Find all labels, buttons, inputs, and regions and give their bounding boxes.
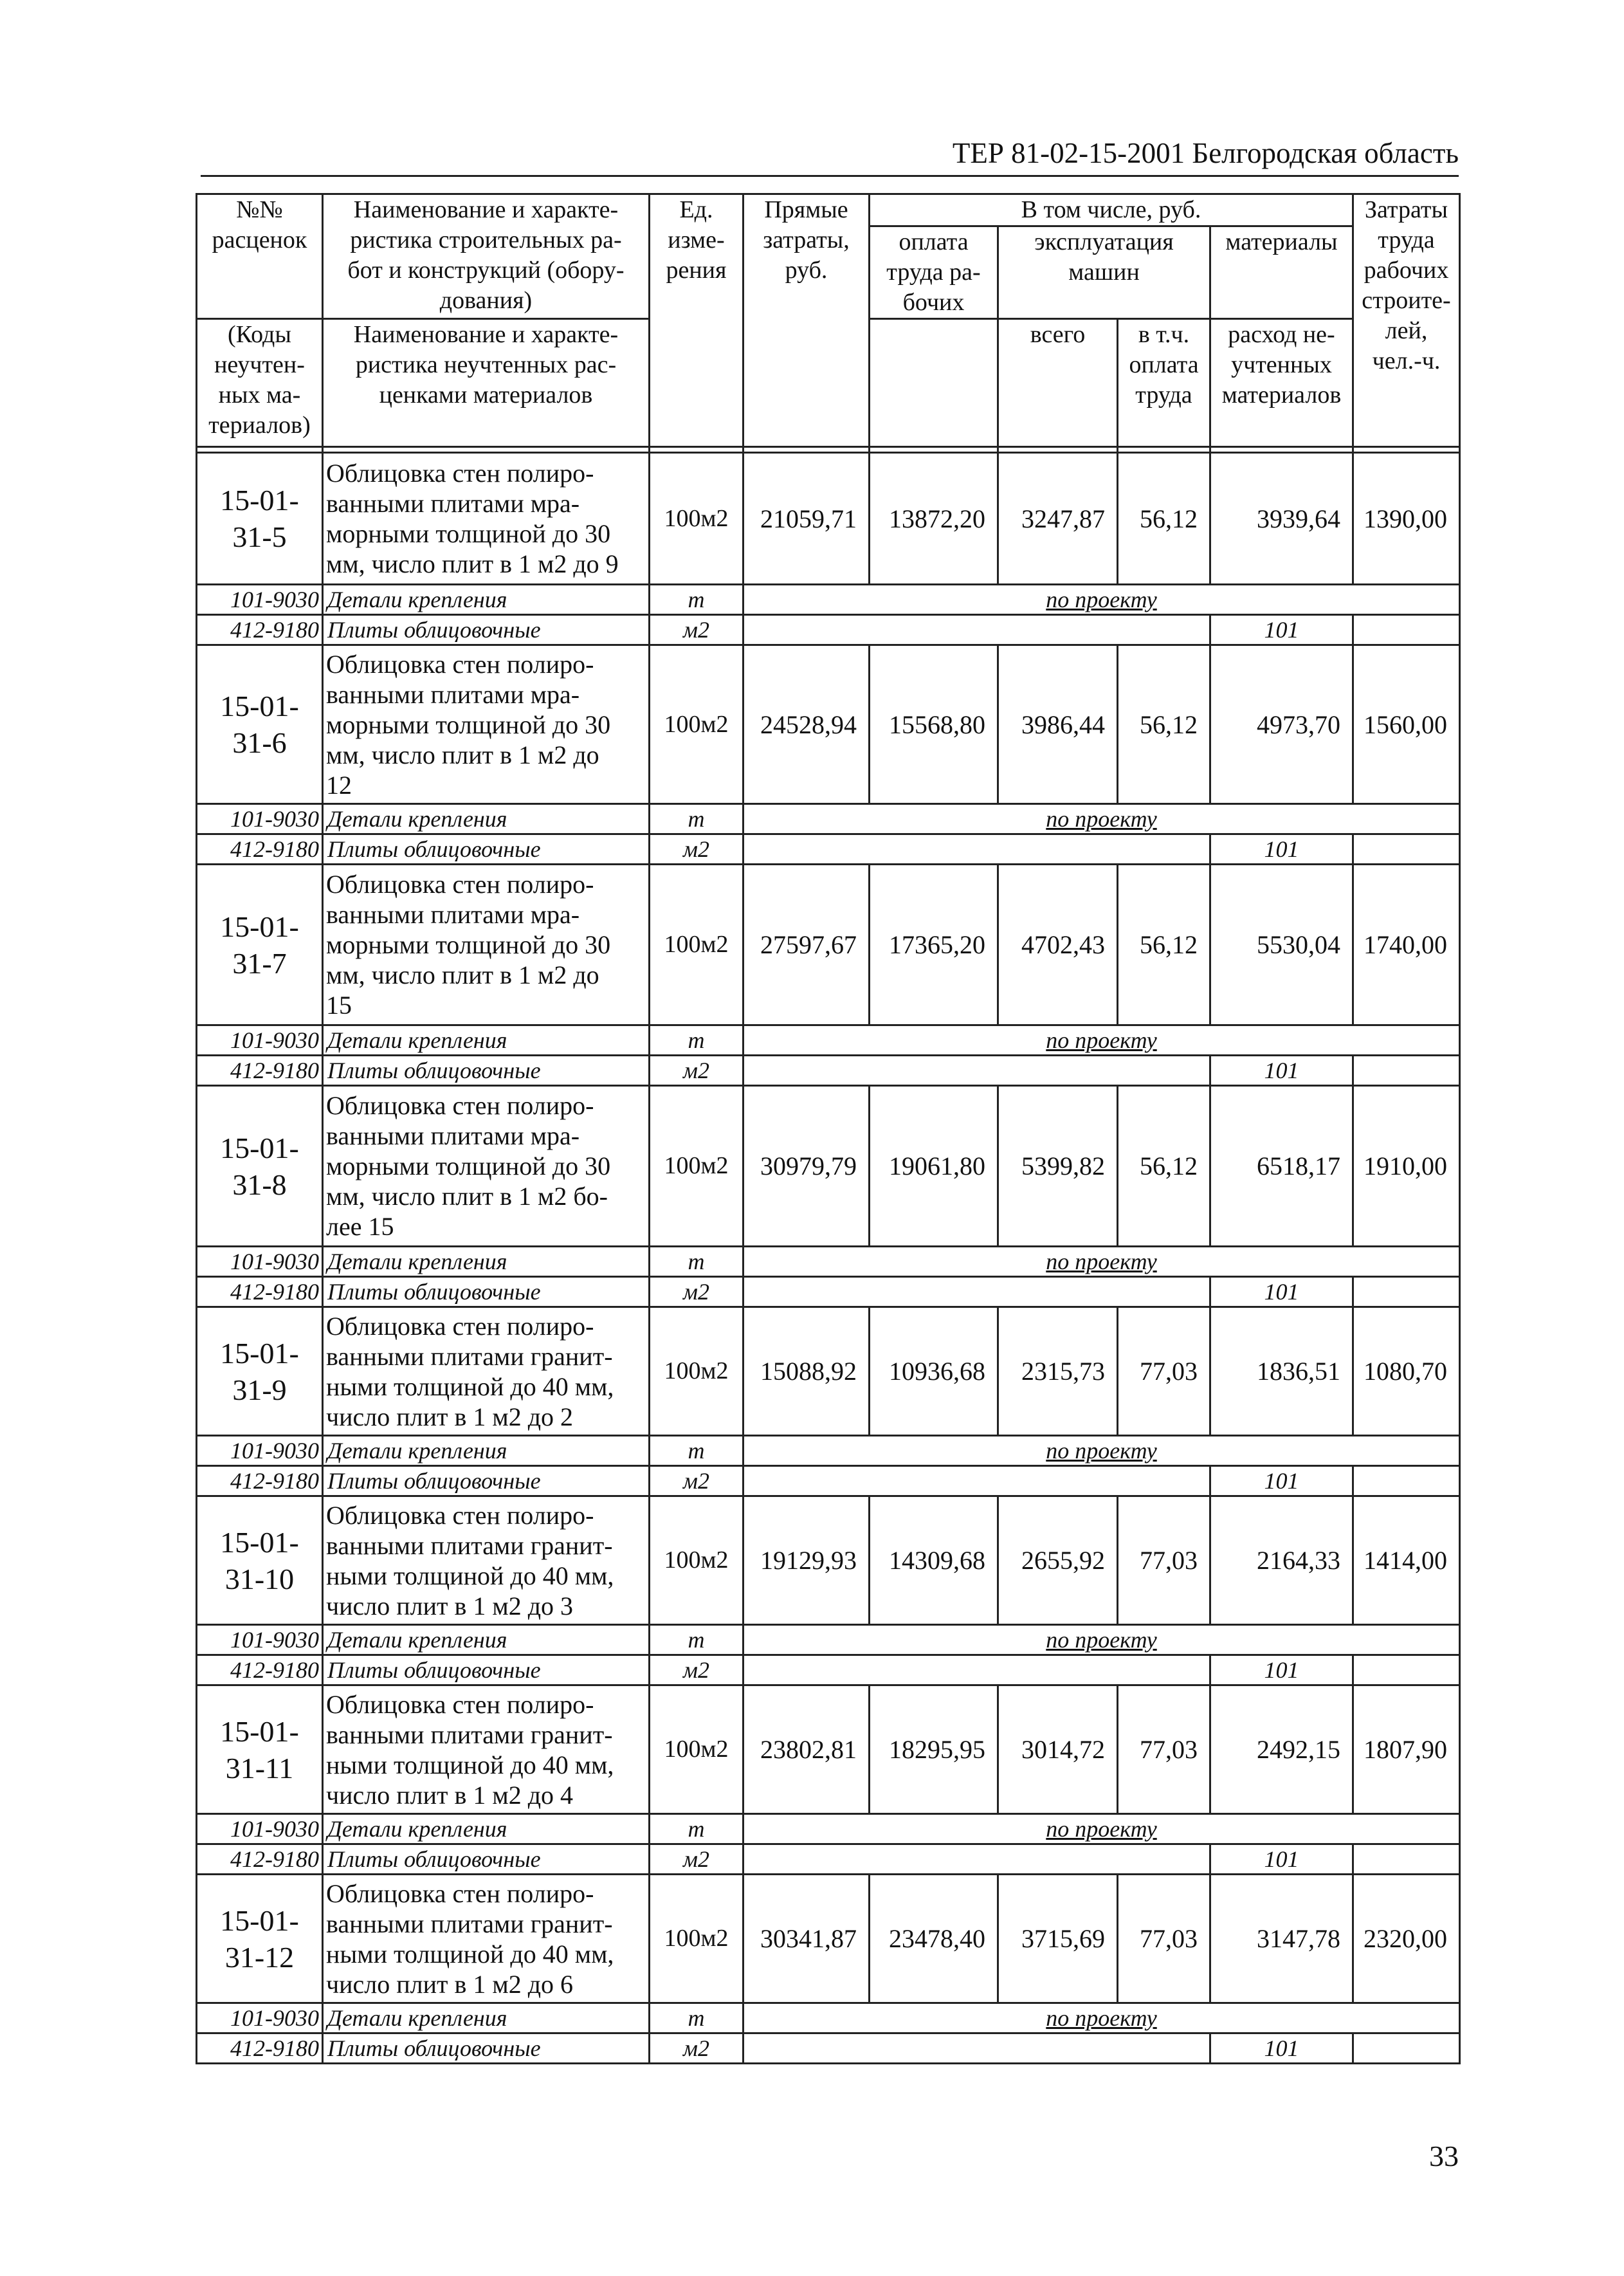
header-name-sub: [323, 319, 650, 447]
rate-materials: 3147,78: [1210, 1875, 1353, 2003]
rate-materials: 2492,15: [1210, 1685, 1353, 1814]
material-row-plates: [197, 615, 1460, 645]
text-line: число плит в 1 м2 до 2: [326, 1402, 574, 1431]
rate-code: [197, 1875, 323, 2003]
material-empty: [1353, 1277, 1460, 1307]
material-code: 412-9180: [197, 1277, 323, 1307]
material-empty: [744, 2033, 1210, 2064]
text-line: морными толщиной до 30: [326, 1152, 611, 1180]
rate-machines-total: 4702,43: [998, 865, 1118, 1025]
material-unit: т: [650, 1814, 744, 1844]
rate-labor-hours: 1414,00: [1353, 1496, 1460, 1625]
text-line: ванными плитами гранит-: [326, 1909, 613, 1938]
text-line: ценками материалов: [379, 381, 593, 408]
text-line: мм, число плит в 1 м2 бо-: [326, 1182, 608, 1211]
text-line: ными толщиной до 40 мм,: [326, 1750, 614, 1779]
text-line: эксплуатация: [1034, 228, 1174, 255]
text-line: 15-01-: [220, 1336, 299, 1370]
material-row-fasteners: [197, 1814, 1460, 1844]
text-line: машин: [1068, 259, 1140, 286]
material-note: по проекту: [744, 1247, 1460, 1277]
material-code: 412-9180: [197, 2033, 323, 2064]
rate-labor-pay: 15568,80: [870, 645, 998, 804]
material-name: Детали крепления: [323, 1436, 650, 1466]
material-empty: [1353, 1056, 1460, 1086]
material-code: 412-9180: [197, 615, 323, 645]
material-name: Плиты облицовочные: [323, 1277, 650, 1307]
text-line: Затраты: [1364, 196, 1448, 223]
text-line: труда: [1135, 381, 1192, 408]
material-quantity: 101: [1210, 1844, 1353, 1875]
rate-direct-cost: 15088,92: [744, 1307, 870, 1436]
rate-machines-pay: 56,12: [1118, 865, 1210, 1025]
text-line: оплата: [1129, 351, 1199, 378]
text-line: 15-01-: [220, 690, 299, 722]
material-code: 412-9180: [197, 1655, 323, 1685]
text-line: 31-9: [232, 1373, 287, 1406]
rate-code: [197, 1685, 323, 1814]
header-machines-text: [1003, 227, 1205, 288]
material-row-fasteners: [197, 1625, 1460, 1655]
material-code: 101-9030: [197, 1247, 323, 1277]
header-materials-sub-text: [1215, 320, 1348, 410]
rate-name: [323, 645, 650, 804]
text-line: руб.: [785, 257, 828, 284]
material-row-plates: [197, 2033, 1460, 2064]
rate-row: [197, 1875, 1460, 2003]
text-line: Наименование и характе-: [353, 321, 619, 348]
text-line: ванными плитами мра-: [326, 1121, 580, 1150]
material-empty: [1353, 615, 1460, 645]
rate-materials: 6518,17: [1210, 1086, 1353, 1247]
rate-direct-cost: 24528,94: [744, 645, 870, 804]
material-note: по проекту: [744, 1436, 1460, 1466]
material-unit: м2: [650, 1056, 744, 1086]
material-quantity: 101: [1210, 1056, 1353, 1086]
text-line: 15-01-: [220, 910, 299, 943]
header-code-sub-text: [201, 320, 318, 441]
rate-code: [197, 865, 323, 1025]
text-line: Облицовка стен полиро-: [326, 1689, 594, 1719]
text-line: мм, число плит в 1 м2 до: [326, 740, 599, 769]
text-line: Прямые: [764, 196, 848, 223]
material-quantity: 101: [1210, 2033, 1353, 2064]
text-line: строите-: [1362, 287, 1451, 314]
material-code: 412-9180: [197, 1466, 323, 1496]
rate-direct-cost: 21059,71: [744, 453, 870, 585]
material-unit: м2: [650, 1655, 744, 1685]
material-row-plates: [197, 1056, 1460, 1086]
header-name-sub-text: [327, 320, 644, 410]
rate-row: [197, 1496, 1460, 1625]
rate-name: [323, 1496, 650, 1625]
header-labor: [1353, 194, 1460, 447]
text-line: Облицовка стен полиро-: [326, 1311, 594, 1341]
text-line: в т.ч.: [1138, 321, 1190, 348]
text-line: 15-01-: [220, 1525, 299, 1559]
text-line: (Коды: [228, 321, 291, 348]
material-row-plates: [197, 834, 1460, 865]
header-code-text: [201, 195, 318, 255]
material-row-fasteners: [197, 585, 1460, 615]
rate-machines-total: 3014,72: [998, 1685, 1118, 1814]
material-unit: т: [650, 1025, 744, 1056]
material-unit: м2: [650, 1466, 744, 1496]
material-quantity: 101: [1210, 1466, 1353, 1496]
material-unit: т: [650, 1625, 744, 1655]
text-line: ванными плитами мра-: [326, 679, 580, 709]
rate-machines-total: 3247,87: [998, 453, 1118, 585]
rate-labor-hours: 2320,00: [1353, 1875, 1460, 2003]
text-line: Облицовка стен полиро-: [326, 649, 594, 679]
text-line: 15: [326, 991, 352, 1020]
rate-unit: 100м2: [650, 1086, 744, 1247]
header-rule: [201, 175, 1459, 177]
material-unit: т: [650, 804, 744, 834]
rate-labor-hours: 1560,00: [1353, 645, 1460, 804]
rate-machines-pay: 56,12: [1118, 645, 1210, 804]
rate-code: [197, 1086, 323, 1247]
text-line: териалов): [208, 412, 311, 439]
text-line: ными толщиной до 40 мм,: [326, 1561, 614, 1590]
material-name: Детали крепления: [323, 804, 650, 834]
rate-row: [197, 645, 1460, 804]
rate-direct-cost: 23802,81: [744, 1685, 870, 1814]
text-line: Облицовка стен полиро-: [326, 1878, 594, 1908]
text-line: бот и конструкций (обору-: [347, 257, 625, 284]
table-head: [197, 194, 1460, 453]
material-row-plates: [197, 1844, 1460, 1875]
text-line: неучтен-: [214, 351, 305, 378]
material-unit: т: [650, 2003, 744, 2033]
rate-unit: 100м2: [650, 1496, 744, 1625]
text-line: расценок: [212, 226, 307, 253]
rate-machines-pay: 77,03: [1118, 1875, 1210, 2003]
header-gap-row: [197, 447, 1460, 453]
table-body: [197, 453, 1460, 2064]
text-line: 31-8: [232, 1168, 287, 1201]
rate-machines-pay: 77,03: [1118, 1685, 1210, 1814]
material-unit: м2: [650, 2033, 744, 2064]
text-line: ристика строительных ра-: [350, 226, 622, 253]
header-labor-pay: [870, 226, 998, 319]
material-name: Детали крепления: [323, 1625, 650, 1655]
text-line: 31-10: [224, 1562, 295, 1595]
rate-materials: 4973,70: [1210, 645, 1353, 804]
rate-machines-pay: 56,12: [1118, 1086, 1210, 1247]
material-name: Плиты облицовочные: [323, 1056, 650, 1086]
material-empty: [744, 1277, 1210, 1307]
header-name-text: [327, 195, 644, 316]
material-empty: [1353, 1844, 1460, 1875]
text-line: рения: [666, 257, 727, 284]
text-line: №№: [236, 196, 283, 223]
material-empty: [744, 1056, 1210, 1086]
text-line: лей,: [1385, 317, 1428, 344]
rate-unit: 100м2: [650, 453, 744, 585]
header-labor-text: [1358, 195, 1455, 376]
rate-labor-pay: 10936,68: [870, 1307, 998, 1436]
material-code: 101-9030: [197, 1625, 323, 1655]
material-note: по проекту: [744, 804, 1460, 834]
rate-materials: 5530,04: [1210, 865, 1353, 1025]
material-empty: [1353, 834, 1460, 865]
text-line: ными толщиной до 40 мм,: [326, 1939, 614, 1969]
text-line: затраты,: [763, 226, 850, 253]
material-empty: [744, 1466, 1210, 1496]
page-number: 33: [1429, 2140, 1459, 2172]
text-line: число плит в 1 м2 до 4: [326, 1780, 574, 1810]
rate-labor-pay: 14309,68: [870, 1496, 998, 1625]
material-empty: [744, 1655, 1210, 1685]
rate-materials: 2164,33: [1210, 1496, 1353, 1625]
material-row-fasteners: [197, 2003, 1460, 2033]
header-machines-total: всего: [998, 319, 1118, 447]
rate-labor-pay: 19061,80: [870, 1086, 998, 1247]
header-materials: материалы: [1210, 226, 1353, 319]
rate-machines-pay: 77,03: [1118, 1496, 1210, 1625]
material-row-fasteners: [197, 804, 1460, 834]
header-materials-sub: [1210, 319, 1353, 447]
header-name: [323, 194, 650, 319]
text-line: изме-: [668, 226, 725, 253]
text-line: материалов: [1221, 381, 1342, 408]
document-header: ТЕР 81-02-15-2001 Белгородская область: [952, 137, 1459, 169]
material-name: Детали крепления: [323, 1247, 650, 1277]
rate-labor-hours: 1080,70: [1353, 1307, 1460, 1436]
rates-table: [196, 193, 1461, 2064]
text-line: учтенных: [1231, 351, 1332, 378]
material-row-fasteners: [197, 1436, 1460, 1466]
rate-name: [323, 1086, 650, 1247]
material-code: 101-9030: [197, 1436, 323, 1466]
header-code-sub: [197, 319, 323, 447]
text-line: труда: [1378, 226, 1435, 253]
header-machines-pay: [1118, 319, 1210, 447]
rate-materials: 1836,51: [1210, 1307, 1353, 1436]
header-unit-text: [654, 195, 738, 286]
material-row-fasteners: [197, 1025, 1460, 1056]
text-line: Облицовка стен полиро-: [326, 1091, 594, 1120]
rate-name: [323, 865, 650, 1025]
material-unit: м2: [650, 834, 744, 865]
text-line: чел.-ч.: [1372, 347, 1441, 374]
header-including: В том числе, руб.: [870, 194, 1353, 226]
material-quantity: 101: [1210, 615, 1353, 645]
header-labor-pay-text: [874, 227, 993, 318]
text-line: 31-7: [232, 946, 287, 980]
rate-labor-hours: 1807,90: [1353, 1685, 1460, 1814]
text-line: число плит в 1 м2 до 3: [326, 1591, 574, 1620]
material-name: Плиты облицовочные: [323, 1466, 650, 1496]
material-code: 412-9180: [197, 1844, 323, 1875]
text-line: ванными плитами гранит-: [326, 1530, 613, 1560]
rate-unit: 100м2: [650, 865, 744, 1025]
text-line: мм, число плит в 1 м2 до 9: [326, 549, 619, 578]
text-line: 15-01-: [220, 1131, 299, 1164]
text-line: бочих: [902, 289, 965, 316]
material-note: по проекту: [744, 2003, 1460, 2033]
text-line: 15-01-: [220, 484, 299, 517]
material-unit: м2: [650, 1844, 744, 1875]
material-name: Плиты облицовочные: [323, 834, 650, 865]
material-name: Детали крепления: [323, 585, 650, 615]
text-line: Облицовка стен полиро-: [326, 459, 594, 488]
material-empty: [744, 834, 1210, 865]
header-direct-text: [748, 195, 864, 286]
rate-row: [197, 1086, 1460, 1247]
rate-direct-cost: 30341,87: [744, 1875, 870, 2003]
material-empty: [1353, 1466, 1460, 1496]
text-line: рабочих: [1364, 257, 1449, 284]
rate-name: [323, 453, 650, 585]
text-line: 31-12: [224, 1940, 295, 1974]
text-line: ными толщиной до 40 мм,: [326, 1372, 614, 1401]
rate-direct-cost: 27597,67: [744, 865, 870, 1025]
rate-unit: 100м2: [650, 645, 744, 804]
text-line: ванными плитами гранит-: [326, 1341, 613, 1371]
text-line: Наименование и характе-: [353, 196, 619, 223]
material-quantity: 101: [1210, 834, 1353, 865]
rate-row: [197, 865, 1460, 1025]
material-name: Детали крепления: [323, 1025, 650, 1056]
rate-machines-total: 2315,73: [998, 1307, 1118, 1436]
rate-labor-hours: 1910,00: [1353, 1086, 1460, 1247]
material-code: 412-9180: [197, 1056, 323, 1086]
material-unit: м2: [650, 1277, 744, 1307]
rate-machines-total: 3986,44: [998, 645, 1118, 804]
rate-code: [197, 1307, 323, 1436]
rate-row: [197, 1685, 1460, 1814]
material-note: по проекту: [744, 1625, 1460, 1655]
material-code: 101-9030: [197, 2003, 323, 2033]
header-code: [197, 194, 323, 319]
rate-labor-pay: 18295,95: [870, 1685, 998, 1814]
header-machines-pay-text: [1122, 320, 1205, 410]
rate-unit: 100м2: [650, 1307, 744, 1436]
rate-direct-cost: 19129,93: [744, 1496, 870, 1625]
rate-machines-pay: 77,03: [1118, 1307, 1210, 1436]
material-unit: т: [650, 585, 744, 615]
rate-labor-pay: 23478,40: [870, 1875, 998, 2003]
material-quantity: 101: [1210, 1655, 1353, 1685]
text-line: число плит в 1 м2 до 6: [326, 1969, 574, 1999]
material-unit: т: [650, 1247, 744, 1277]
rate-machines-pay: 56,12: [1118, 453, 1210, 585]
text-line: 15-01-: [220, 1714, 299, 1748]
rate-name: [323, 1875, 650, 2003]
header-machines: [998, 226, 1210, 319]
rate-row: [197, 453, 1460, 585]
material-name: Плиты облицовочные: [323, 2033, 650, 2064]
rate-code: [197, 453, 323, 585]
text-line: расход не-: [1228, 321, 1335, 348]
text-line: Облицовка стен полиро-: [326, 1500, 594, 1530]
text-line: морными толщиной до 30: [326, 930, 611, 959]
text-line: ристика неучтенных рас-: [355, 351, 617, 378]
text-line: ных ма-: [218, 381, 301, 408]
text-line: ванными плитами гранит-: [326, 1720, 613, 1749]
material-empty: [744, 615, 1210, 645]
material-unit: т: [650, 1436, 744, 1466]
material-code: 101-9030: [197, 1025, 323, 1056]
material-code: 101-9030: [197, 585, 323, 615]
rate-unit: 100м2: [650, 1685, 744, 1814]
rate-machines-total: 5399,82: [998, 1086, 1118, 1247]
rate-code: [197, 645, 323, 804]
material-row-fasteners: [197, 1247, 1460, 1277]
rate-unit: 100м2: [650, 1875, 744, 2003]
rate-code: [197, 1496, 323, 1625]
text-line: ванными плитами мра-: [326, 489, 580, 518]
text-line: Ед.: [679, 196, 713, 223]
text-line: лее 15: [326, 1212, 394, 1241]
rate-direct-cost: 30979,79: [744, 1086, 870, 1247]
material-empty: [1353, 1655, 1460, 1685]
text-line: 31-11: [225, 1751, 294, 1785]
material-name: Плиты облицовочные: [323, 1844, 650, 1875]
rate-name: [323, 1307, 650, 1436]
material-empty: [1353, 2033, 1460, 2064]
rate-row: [197, 1307, 1460, 1436]
material-name: Плиты облицовочные: [323, 1655, 650, 1685]
material-row-plates: [197, 1466, 1460, 1496]
text-line: морными толщиной до 30: [326, 519, 611, 548]
rate-labor-hours: 1740,00: [1353, 865, 1460, 1025]
text-line: ванными плитами мра-: [326, 900, 580, 929]
header-unit: [650, 194, 744, 447]
material-unit: м2: [650, 615, 744, 645]
text-line: морными толщиной до 30: [326, 710, 611, 739]
text-line: труда ра-: [886, 259, 981, 286]
material-name: Детали крепления: [323, 1814, 650, 1844]
material-empty: [744, 1844, 1210, 1875]
text-line: дования): [439, 287, 533, 314]
rate-name: [323, 1685, 650, 1814]
text-line: Облицовка стен полиро-: [326, 870, 594, 899]
material-note: по проекту: [744, 1814, 1460, 1844]
material-code: 101-9030: [197, 804, 323, 834]
rate-machines-total: 3715,69: [998, 1875, 1118, 2003]
rate-materials: 3939,64: [1210, 453, 1353, 585]
text-line: 31-6: [232, 726, 287, 759]
header-direct: [744, 194, 870, 447]
rate-labor-pay: 17365,20: [870, 865, 998, 1025]
text-line: 15-01-: [220, 1904, 299, 1937]
material-code: 412-9180: [197, 834, 323, 865]
header-labor-pay-empty: [870, 319, 998, 447]
rate-machines-total: 2655,92: [998, 1496, 1118, 1625]
text-line: 31-5: [232, 520, 287, 553]
text-line: оплата: [899, 228, 969, 255]
material-row-plates: [197, 1655, 1460, 1685]
material-code: 101-9030: [197, 1814, 323, 1844]
material-row-plates: [197, 1277, 1460, 1307]
material-name: Плиты облицовочные: [323, 615, 650, 645]
text-line: 12: [326, 770, 352, 800]
material-note: по проекту: [744, 1025, 1460, 1056]
material-quantity: 101: [1210, 1277, 1353, 1307]
text-line: мм, число плит в 1 м2 до: [326, 960, 599, 989]
material-name: Детали крепления: [323, 2003, 650, 2033]
rate-labor-hours: 1390,00: [1353, 453, 1460, 585]
material-note: по проекту: [744, 585, 1460, 615]
rate-labor-pay: 13872,20: [870, 453, 998, 585]
